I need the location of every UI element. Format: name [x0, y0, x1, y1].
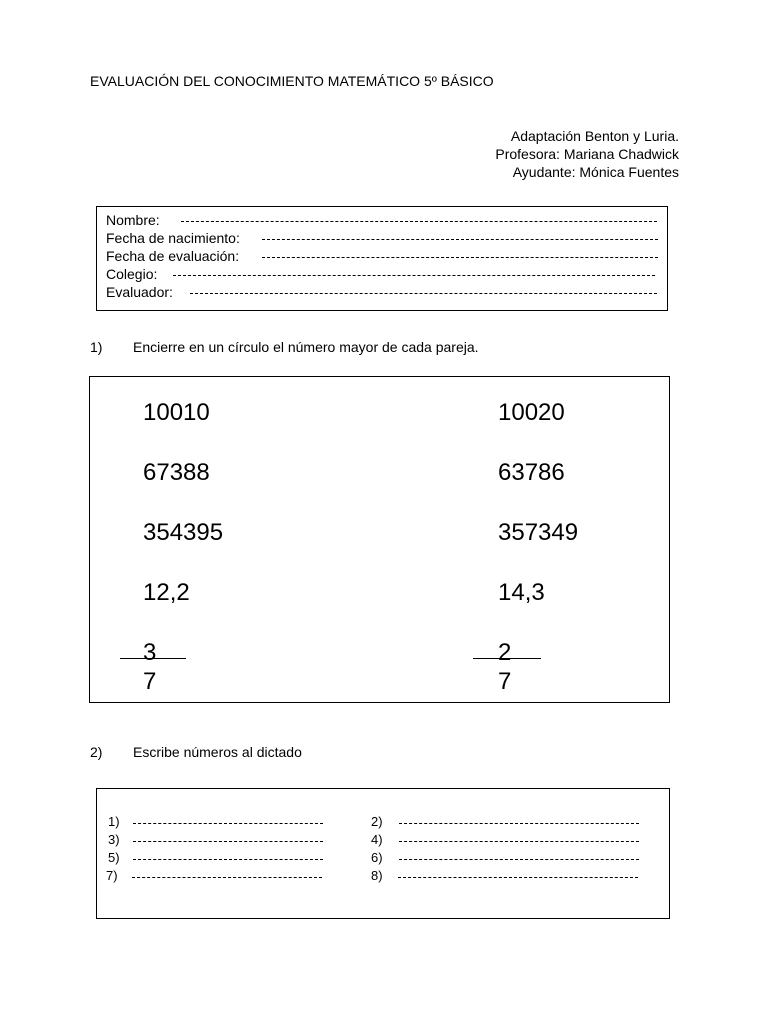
- birthdate-line[interactable]: [262, 239, 658, 240]
- evaluator-field[interactable]: [106, 284, 173, 300]
- number-right[interactable]: 14,3: [498, 579, 545, 606]
- question-1-number: 1): [90, 339, 103, 355]
- question-2-text: Escribe números al dictado: [133, 744, 302, 760]
- dictation-line[interactable]: [399, 841, 639, 842]
- fraction-left-denominator[interactable]: 7: [143, 668, 157, 695]
- dictation-item-label: 4): [371, 832, 383, 847]
- credits: [495, 127, 679, 181]
- dictation-item-label: 1): [108, 814, 120, 829]
- number-left[interactable]: 354395: [143, 519, 224, 546]
- number-left[interactable]: 67388: [143, 459, 210, 486]
- credit-line: Profesora: Mariana Chadwick: [495, 146, 679, 162]
- dictation-item-label: 8): [371, 868, 383, 883]
- birthdate-field[interactable]: [106, 230, 240, 246]
- credit-line: Ayudante: Mónica Fuentes: [512, 164, 679, 180]
- dictation-line[interactable]: [399, 823, 639, 824]
- eval-date-field[interactable]: [106, 248, 239, 264]
- name-field[interactable]: [106, 212, 160, 228]
- fraction-right-denominator[interactable]: 7: [498, 668, 512, 695]
- eval-date-line[interactable]: [262, 257, 658, 258]
- field-label: Fecha de nacimiento:: [106, 230, 240, 246]
- evaluator-line[interactable]: [190, 293, 657, 294]
- number-right[interactable]: 357349: [498, 519, 579, 546]
- dictation-box: [96, 788, 670, 919]
- dictation-line[interactable]: [133, 859, 323, 860]
- school-line[interactable]: [173, 275, 655, 276]
- fraction-left-bar: [120, 658, 186, 659]
- fraction-right-numerator[interactable]: 2: [498, 639, 512, 666]
- question-1-text: Encierre en un círculo el número mayor de cada pareja.: [133, 339, 479, 355]
- question-2-number: 2): [90, 744, 103, 760]
- number-right[interactable]: 10020: [498, 399, 565, 426]
- page-title: EVALUACIÓN DEL CONOCIMIENTO MATEMÁTICO 5º BÁSICO: [90, 73, 494, 89]
- dictation-item-label: 3): [108, 832, 120, 847]
- dictation-line[interactable]: [398, 877, 638, 878]
- fraction-right-bar: [473, 658, 541, 659]
- dictation-item-label: 2): [371, 814, 383, 829]
- field-label: Evaluador:: [106, 284, 173, 300]
- number-right[interactable]: 63786: [498, 459, 565, 486]
- dictation-line[interactable]: [399, 859, 639, 860]
- field-label: Colegio:: [106, 266, 158, 282]
- field-label: Fecha de evaluación:: [106, 248, 240, 264]
- school-field[interactable]: [106, 266, 157, 282]
- fraction-left-numerator[interactable]: 3: [143, 639, 157, 666]
- dictation-item-label: 7): [106, 868, 118, 883]
- credit-line: Adaptación Benton y Luria.: [510, 128, 679, 144]
- number-pairs-box: [89, 376, 670, 703]
- number-left[interactable]: 12,2: [143, 579, 190, 606]
- number-left[interactable]: 10010: [143, 399, 210, 426]
- dictation-line[interactable]: [133, 823, 323, 824]
- name-line[interactable]: [181, 221, 657, 222]
- dictation-item-label: 5): [108, 850, 120, 865]
- dictation-line[interactable]: [133, 841, 323, 842]
- dictation-line[interactable]: [132, 877, 322, 878]
- dictation-item-label: 6): [371, 850, 383, 865]
- student-info-box: [96, 206, 668, 311]
- field-label: Nombre:: [106, 212, 160, 228]
